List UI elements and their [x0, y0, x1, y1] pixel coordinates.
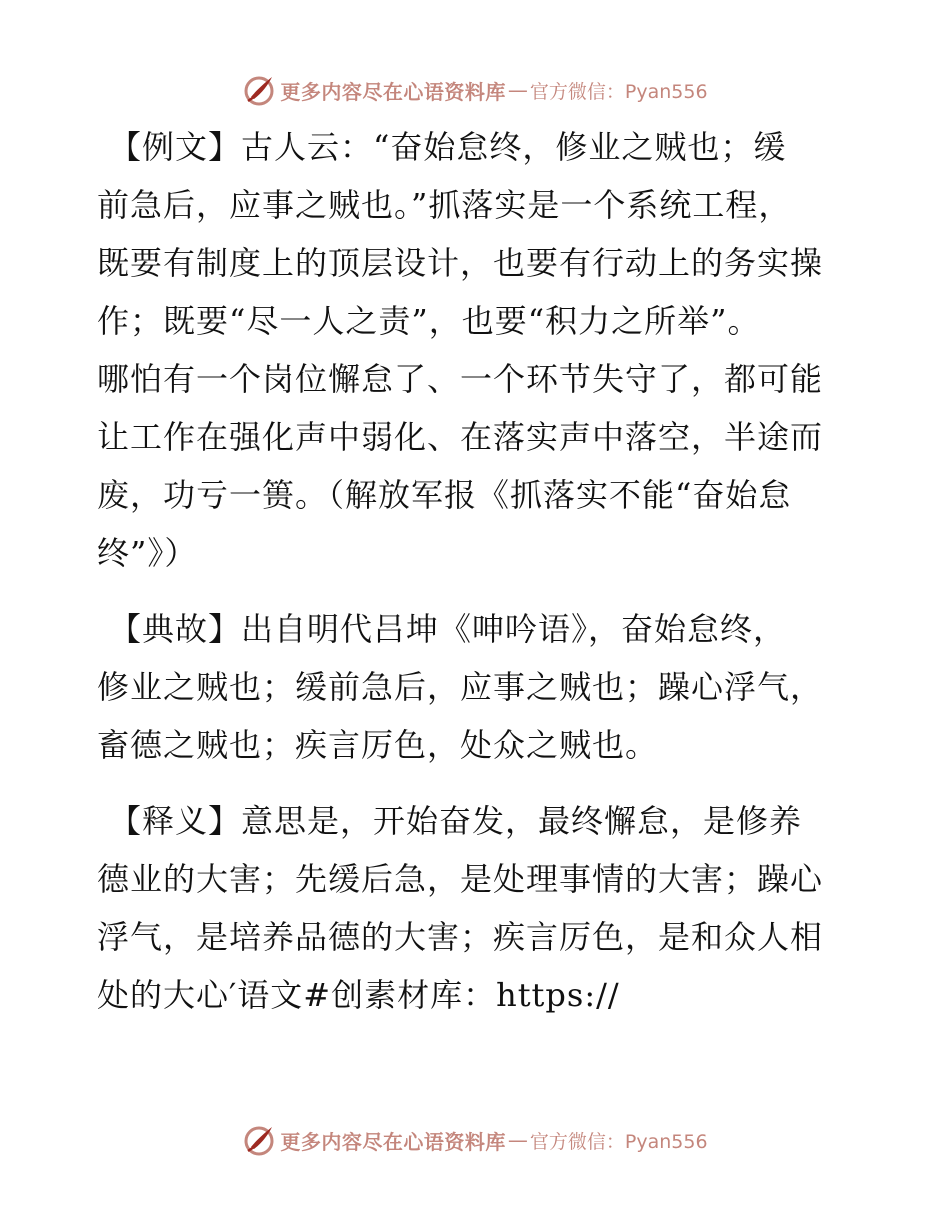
text-line: 作；既要“尽一人之责”，也要“积力之所举”。	[97, 302, 761, 340]
text-line: 畜德之贼也；疾言厉色，处众之贼也。	[97, 726, 659, 764]
quill-logo-icon	[242, 1123, 276, 1157]
text-line: 浮气，是培养品德的大害；疾言厉色，是和众人相	[97, 918, 824, 956]
text-line: 终”》）	[97, 534, 198, 572]
text-line: 废，功亏一篑。（解放军报《抓落实不能“奋始怠	[97, 476, 792, 514]
text-line: 哪怕有一个岗位懈怠了、一个环节失守了，都可能	[97, 360, 824, 398]
banner-separator: —	[507, 1128, 528, 1152]
text-line: 【例文】古人云：“奋始怠终，修业之贼也；缓	[109, 128, 787, 166]
text-line: 【释义】意思是，开始奋发，最终懈怠，是修养	[109, 802, 803, 840]
banner-title: 更多内容尽在心语资料库	[280, 1129, 506, 1154]
banner-wechat: 官方微信：Pyan556	[529, 1130, 708, 1153]
banner-title: 更多内容尽在心语资料库	[280, 79, 506, 104]
document-body	[97, 118, 857, 1042]
paragraph-allusion	[97, 600, 857, 774]
banner-separator: —	[507, 78, 528, 102]
quill-logo-icon	[242, 73, 276, 107]
text-line: 处的大心′语文#创素材库：https://	[97, 976, 620, 1014]
text-line: 既要有制度上的顶层设计，也要有行动上的务实操	[97, 244, 824, 282]
header-banner	[0, 70, 950, 110]
text-line: 【典故】出自明代吕坤《呻吟语》，奋始怠终，	[109, 610, 787, 648]
text-line: 德业的大害；先缓后急，是处理事情的大害；躁心	[97, 860, 824, 898]
text-line: 修业之贼也；缓前急后，应事之贼也；躁心浮气，	[97, 668, 824, 706]
paragraph-example	[97, 118, 857, 582]
text-line: 前急后，应事之贼也。”抓落实是一个系统工程，	[97, 186, 792, 224]
paragraph-explanation	[97, 792, 857, 1024]
footer-banner	[0, 1120, 950, 1160]
banner-wechat: 官方微信：Pyan556	[529, 80, 708, 103]
text-line: 让工作在强化声中弱化、在落实声中落空，半途而	[97, 418, 824, 456]
